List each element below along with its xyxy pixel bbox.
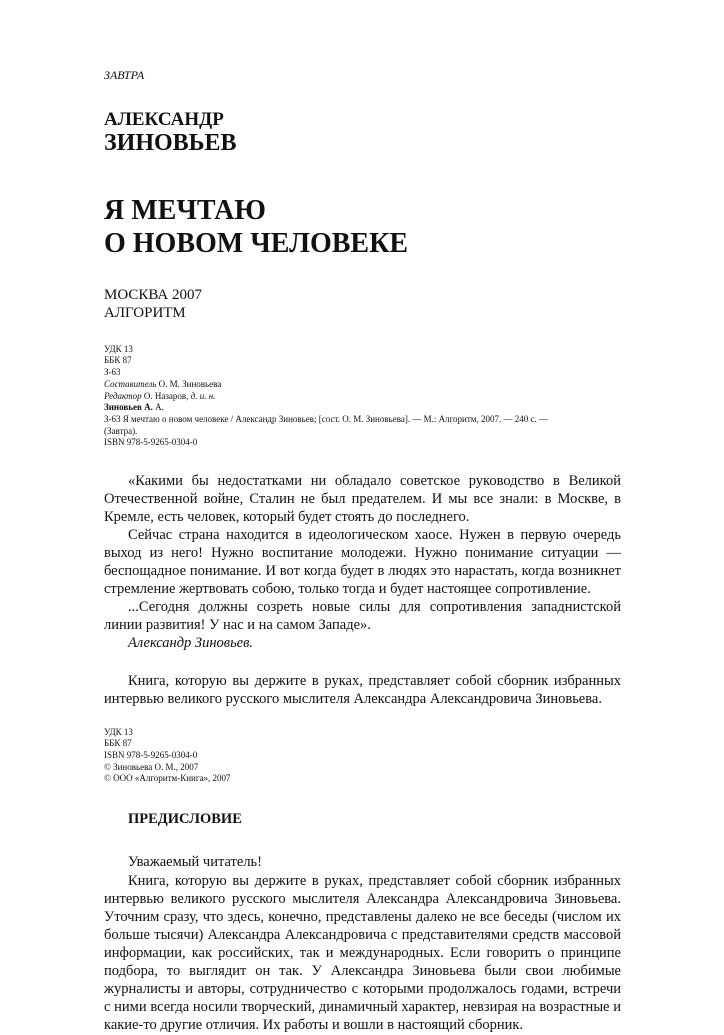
bibliographic-record (104, 344, 621, 449)
imprint (104, 286, 621, 322)
book-page (104, 68, 621, 1035)
quote-paragraph-2: Сейчас страна находится в идеологическом хаосе. Нужен в первую очередь выход из него! Нужно воспитание молодежи. Нужно понимание ситуации — беспощадное понимание. И вот когда будет в людях это нарастать, когда возникнет стремление жертвовать собою, только тогда и будет настоящее сопротивление. (104, 526, 621, 597)
compiler-line (104, 379, 621, 391)
editor-degree: д. и. н. (190, 390, 216, 401)
preface-paragraph: Книга, которую вы держите в руках, представляет собой сборник избранных интервью великого русского мыслителя Александра Александровича Зиновьева. Уточним сразу, что здесь, конечно, представлены далеко не все беседы (числом их больше тысячи) Александра Александровича с представителями средств массовой информации, как российских, так и международных. Если говорить о принципе подбора, то выглядит он так. У Александра Зиновьева были свои любимые журналисты и авторы, сотрудничество с которыми продолжалось годами, встречи с ними всегда носили творческий, динамичный характер, невзирая на возрастные и какие-то другие отличия. Их работы и вошли в настоящий сборник. (104, 873, 621, 1033)
bbk-code-2: ББК 87 (104, 738, 132, 749)
book-title (104, 195, 621, 259)
udk-code: УДК 13 (104, 343, 133, 354)
udk-code-2: УДК 13 (104, 726, 133, 737)
isbn-line-2: ISBN 978-5-9265-0304-0 (104, 749, 198, 760)
editor-line (104, 391, 621, 403)
isbn-line: ISBN 978-5-9265-0304-0 (104, 437, 198, 448)
record-line: З-63 Я мечтаю о новом человеке / Александр Зиновьев; [сост. О. М. Зиновьева]. — М.: Алгоритм, 2007. — 240 с. — (104, 413, 548, 424)
book-title-line-2: О НОВОМ ЧЕЛОВЕКЕ (104, 227, 409, 259)
editor-name: О. Назаров, (143, 390, 189, 401)
author-heading-rest: А. (155, 402, 164, 413)
author-mark: З-63 (104, 367, 121, 378)
preface-heading: ПРЕДИСЛОВИЕ (128, 811, 242, 828)
preface-text (104, 854, 621, 1035)
imprint-place-year: МОСКВА 2007 (104, 286, 203, 303)
series-line: (Завтра). (104, 425, 138, 436)
author-heading-line (104, 402, 621, 414)
epigraph-quote (104, 473, 621, 653)
book-title-line-1: Я МЕЧТАЮ (104, 195, 266, 227)
author-last-name: ЗИНОВЬЕВ (104, 129, 237, 156)
copyright-compiler: © Зиновьева О. М., 2007 (104, 761, 199, 772)
author-heading-bold: Зиновьев А. (104, 402, 153, 413)
quote-paragraph-3: ...Сегодня должны созреть новые силы для сопротивления западнистской линии развития! У нас и на самом Западе». (104, 598, 621, 633)
copyright-block (104, 727, 621, 785)
quote-signature: Александр Зиновьев. (128, 634, 254, 651)
imprint-publisher: АЛГОРИТМ (104, 304, 186, 321)
annotation-text: Книга, которую вы держите в руках, представляет собой сборник избранных интервью великого русского мыслителя Александра Александровича Зиновьева. (104, 672, 621, 707)
compiler-role: Составитель (104, 378, 157, 389)
author-first-name: АЛЕКСАНДР (104, 109, 224, 130)
bbk-code: ББК 87 (104, 355, 132, 366)
author-name (104, 110, 621, 156)
series-name: ЗАВТРА (104, 68, 145, 82)
quote-paragraph-1: «Какими бы недостатками ни обладало советское руководство в Великой Отечественной войне, Сталин не был предателем. И мы все знали: в Москве, в Кремле, есть человек, который будет стоять до последнего. (104, 472, 621, 525)
annotation (104, 673, 621, 709)
copyright-publisher: © ООО «Алгоритм-Книга», 2007 (104, 773, 231, 784)
editor-role: Редактор (104, 390, 142, 401)
compiler-name: О. М. Зиновьева (158, 378, 222, 389)
preface-greeting: Уважаемый читатель! (128, 854, 262, 871)
